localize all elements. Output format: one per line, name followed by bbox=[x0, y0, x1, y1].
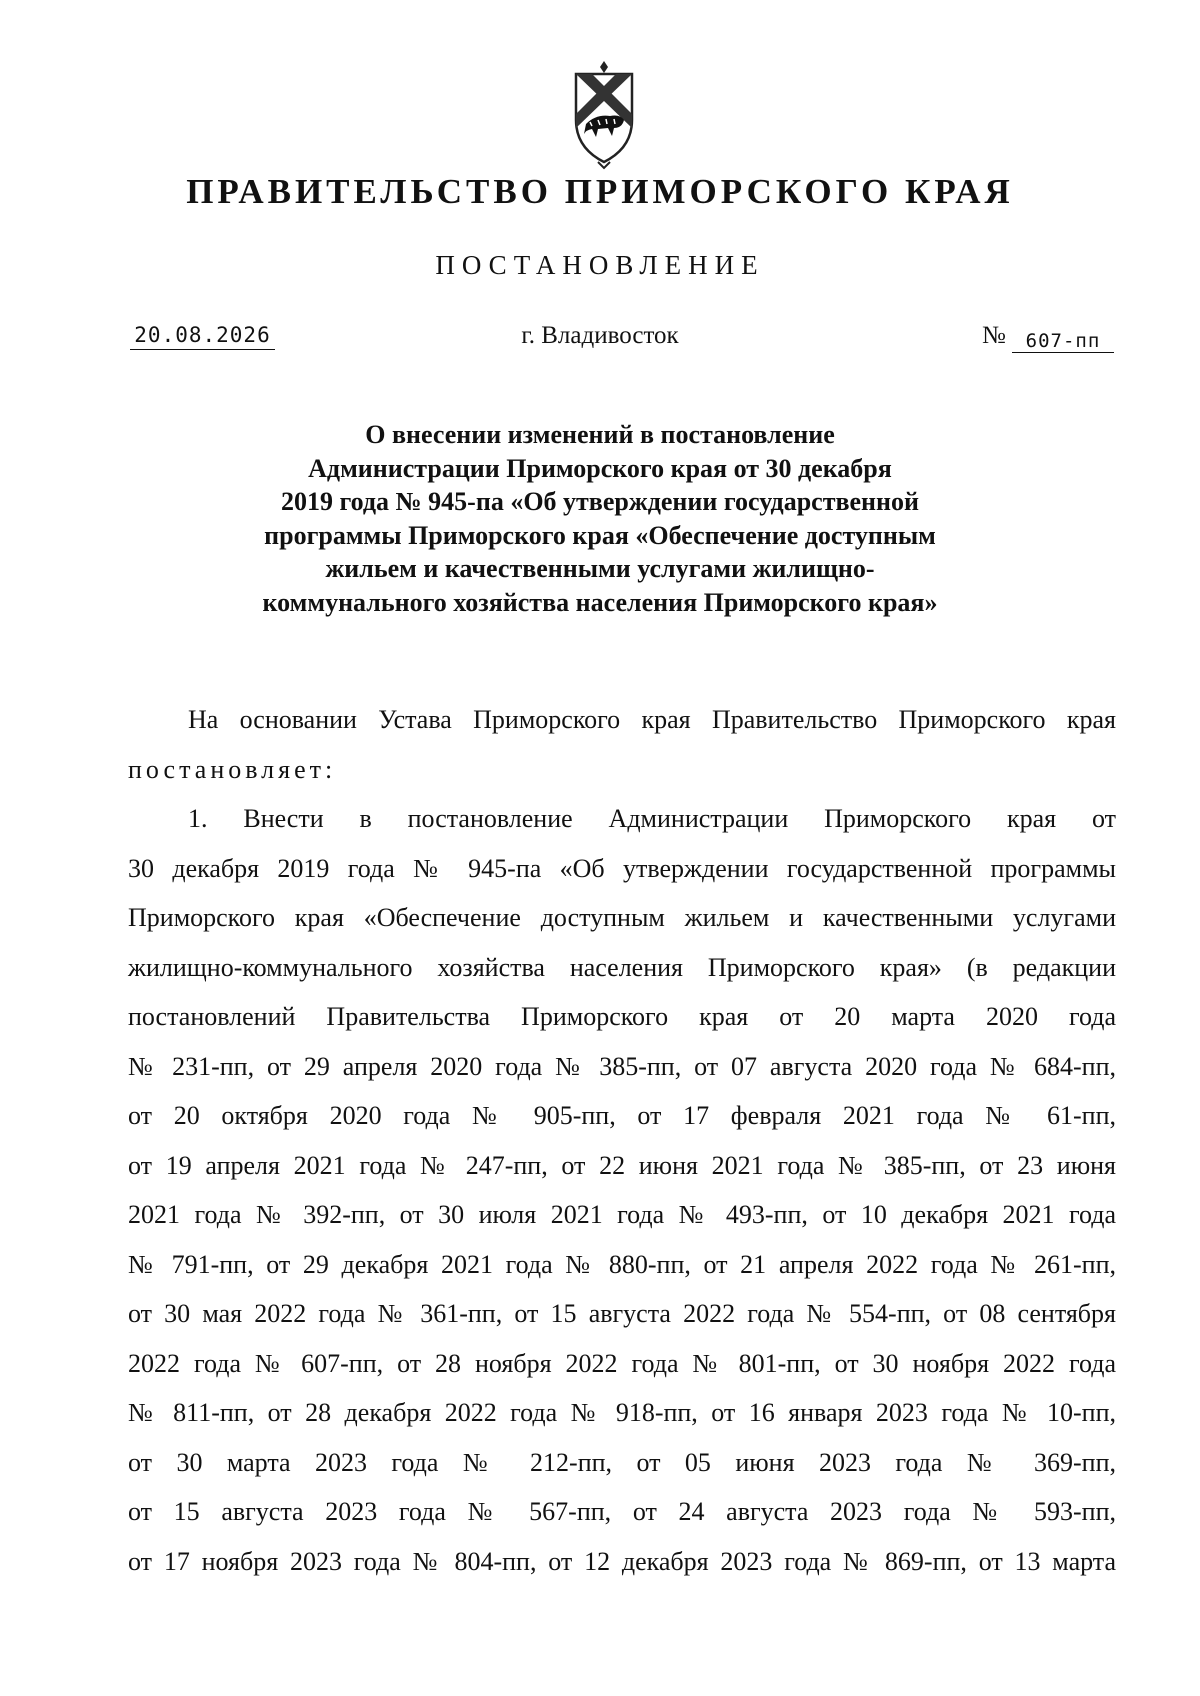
title-line: 2019 года № 945-па «Об утверждении государственной bbox=[280, 487, 919, 516]
title-line: Администрации Приморского края от 30 декабря bbox=[308, 453, 892, 483]
body-line: 30 декабря 2019 года № 945-па «Об утверждении государственной программы bbox=[128, 853, 1116, 883]
body-line: от 17 ноября 2023 года № 804-пп, от 12 декабря 2023 года № 869-пп, от 13 марта bbox=[128, 1546, 1116, 1576]
document-type-heading: ПОСТАНОВЛЕНИЕ bbox=[435, 250, 765, 280]
body-line: от 30 марта 2023 года № 212-пп, от 05 июня 2023 года № 369-пп, bbox=[128, 1447, 1116, 1477]
title-line: О внесении изменений в постановление bbox=[365, 420, 835, 449]
body-line: постановлений Правительства Приморского края от 20 марта 2020 года bbox=[128, 1002, 1116, 1031]
document-city: г. Владивосток bbox=[521, 322, 679, 349]
document-number: 607-пп bbox=[1012, 330, 1114, 353]
body-line: Приморского края «Обеспечение доступным жильем и качественными услугами bbox=[128, 903, 1116, 932]
document-body bbox=[128, 695, 1116, 1586]
body-line: жилищно-коммунального хозяйства населения Приморского края» (в редакции bbox=[128, 952, 1116, 982]
document-number-label: № bbox=[982, 322, 1006, 349]
body-line: 1. Внести в постановление Администрации Приморского края от bbox=[188, 804, 1116, 833]
body-line: от 20 октября 2020 года № 905-пп, от 17 февраля 2021 года № 61-пп, bbox=[128, 1101, 1116, 1130]
body-line: постановляет: bbox=[128, 754, 337, 784]
title-line: жильем и качественными услугами жилищно- bbox=[325, 554, 875, 583]
body-line: от 19 апреля 2021 года № 247-пп, от 22 июня 2021 года № 385-пп, от 23 июня bbox=[128, 1150, 1116, 1180]
body-line: 2021 года № 392-пп, от 30 июля 2021 года № 493-пп, от 10 декабря 2021 года bbox=[128, 1200, 1116, 1229]
body-line: 2022 года № 607-пп, от 28 ноября 2022 года № 801-пп, от 30 ноября 2022 года bbox=[128, 1348, 1116, 1378]
body-line: № 231-пп, от 29 апреля 2020 года № 385-пп, от 07 августа 2020 года № 684-пп, bbox=[128, 1051, 1116, 1081]
body-line: от 15 августа 2023 года № 567-пп, от 24 августа 2023 года № 593-пп, bbox=[128, 1497, 1116, 1526]
document-date: 20.08.2026 bbox=[130, 323, 275, 350]
government-name-heading: ПРАВИТЕЛЬСТВО ПРИМОРСКОГО КРАЯ bbox=[186, 172, 1014, 211]
coat-of-arms-emblem bbox=[570, 58, 638, 170]
title-line: программы Приморского края «Обеспечение доступным bbox=[264, 520, 936, 550]
body-line: № 791-пп, от 29 декабря 2021 года № 880-пп, от 21 апреля 2022 года № 261-пп, bbox=[128, 1249, 1116, 1279]
body-line: № 811-пп, от 28 декабря 2022 года № 918-пп, от 16 января 2023 года № 10-пп, bbox=[128, 1398, 1116, 1427]
body-line: от 30 мая 2022 года № 361-пп, от 15 августа 2022 года № 554-пп, от 08 сентября bbox=[128, 1299, 1116, 1328]
body-line: На основании Устава Приморского края Правительство Приморского края bbox=[188, 705, 1116, 734]
document-title bbox=[160, 418, 1040, 619]
title-line: коммунального хозяйства населения Приморского края» bbox=[262, 587, 938, 617]
